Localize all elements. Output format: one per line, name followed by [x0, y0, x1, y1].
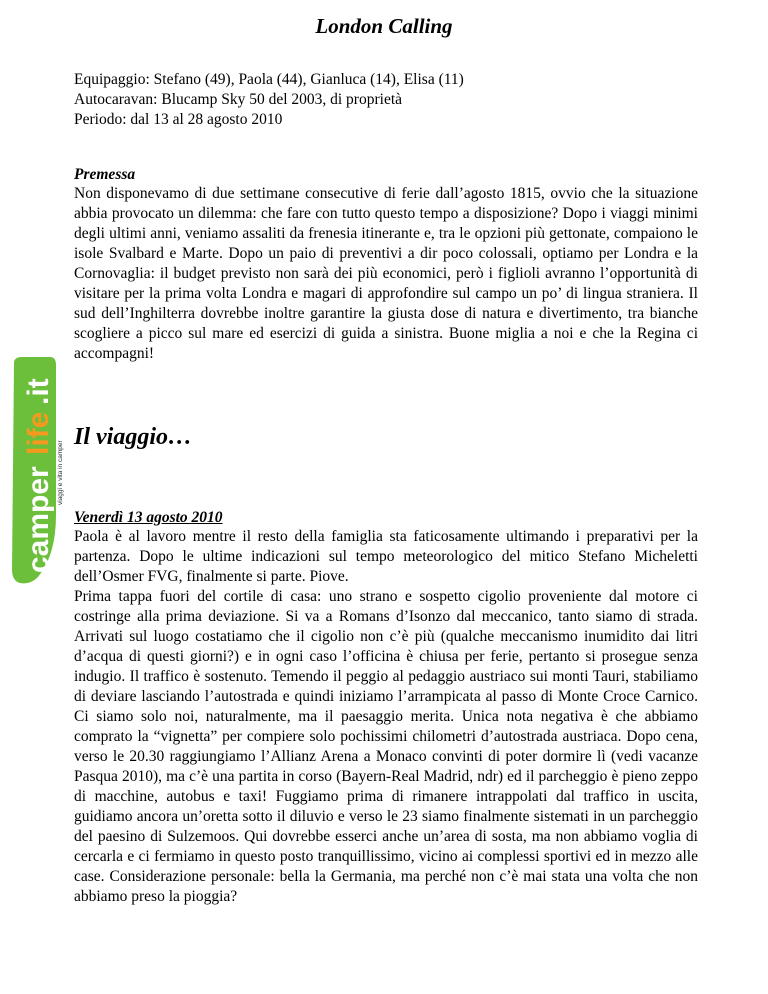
- camperlife-logo: [8, 355, 64, 587]
- trip-info: [74, 70, 464, 130]
- svg-text:viaggi e vita in camper: viaggi e vita in camper: [57, 440, 64, 505]
- day-entry: [74, 527, 698, 907]
- svg-text:camper: camper: [22, 466, 55, 573]
- day-paragraph: Prima tappa fuori del cortile di casa: uno strano e sospetto cigolio proveniente dal motore ci costringe alla prima deviazione. Si va a Romans d’Isonzo dal meccanico, tanto siamo di strada. Arrivati sul luogo costatiamo che il cigolio non c’è più (qualche meccanismo inumidito dai litri d’acqua di questi giorni?) e in ogni caso l’officina è chiusa per ferie, pertanto si prosegue senza indugio. Il traffico è sostenuto. Temendo il peggio al pedaggio austriaco sui monti Tauri, stabiliamo di deviare lasciando l’autostrada e quindi iniziamo l’arrampicata al passo di Monte Croce Carnico. Ci siamo solo noi, naturalmente, ma il paesaggio merita. Unica nota negativa è che abbiamo comprato la “vignetta” per compiere solo pochissimi chilometri d’autostrada austriaca. Dopo cena, verso le 20.30 raggiungiamo l’Allianz Arena a Monaco convinti di poter dormire lì (vedi vacanze Pasqua 2010), ma c’è una partita in corso (Bayern-Real Madrid, ndr) ed il parcheggio è pieno zeppo di macchine, autobus e taxi! Fuggiamo prima di rimanere intrappolati dal traffico in uscita, guidiamo ancora un’oretta sotto il diluvio e verso le 23 siamo finalmente sistemati in un parcheggio del paesino di Sulzemoos. Qui dovrebbe esserci anche un’area di sosta, ma non abbiamo voglia di cercarla e ci fermiamo in questo posto tranquillissimo, vicino ai complessi sportivi ed in mezzo alle case. Considerazione personale: bella la Germania, ma perché non c’è mai stata una volta che non abbiamo preso la pioggia?: [74, 588, 698, 905]
- svg-text:life: life: [22, 411, 55, 455]
- premessa-heading: Premessa: [74, 166, 136, 183]
- vehicle-line: Autocaravan: Blucamp Sky 50 del 2003, di proprietà: [74, 91, 403, 108]
- svg-text:.it: .it: [22, 378, 55, 405]
- day-heading: Venerdì 13 agosto 2010: [74, 509, 223, 526]
- day-paragraph: Paola è al lavoro mentre il resto della famiglia sta faticosamente ultimando i preparativi per la partenza. Dopo le ultime indicazioni sul tempo meteorologico del mitico Stefano Micheletti dell’Osmer FVG, finalmente si parte. Piove.: [74, 528, 698, 585]
- period-line: Periodo: dal 13 al 28 agosto 2010: [74, 111, 283, 128]
- crew-line: Equipaggio: Stefano (49), Paola (44), Gianluca (14), Elisa (11): [74, 71, 464, 88]
- premessa-paragraph: Non disponevamo di due settimane consecutive di ferie dall’agosto 1815, ovvio che la situazione abbia provocato un dilemma: che fare con tutto questo tempo a disposizione? Dopo i viaggi minimi degli ultimi anni, veniamo assaliti da frenesia itinerante e, tra le opzioni più gettonate, compaiono le isole Svalbard e Marte. Dopo un paio di preventivi a dir poco colossali, optiamo per Londra e la Cornovaglia: il budget previsto non sarà dei più economici, però i figlioli avranno l’opportunità di visitare per la prima volta Londra e magari di approfondire sul campo un po’ di lingua straniera. Il sud dell’Inghilterra dovrebbe inoltre garantire la giusta dose di natura e divertimento, tra bianche scogliere a picco sul mare ed esercizi di guida a sinistra. Buone miglia a noi e che la Regina ci accompagni!: [74, 185, 698, 362]
- document-title: London Calling: [315, 14, 453, 38]
- section-title: Il viaggio…: [74, 424, 192, 450]
